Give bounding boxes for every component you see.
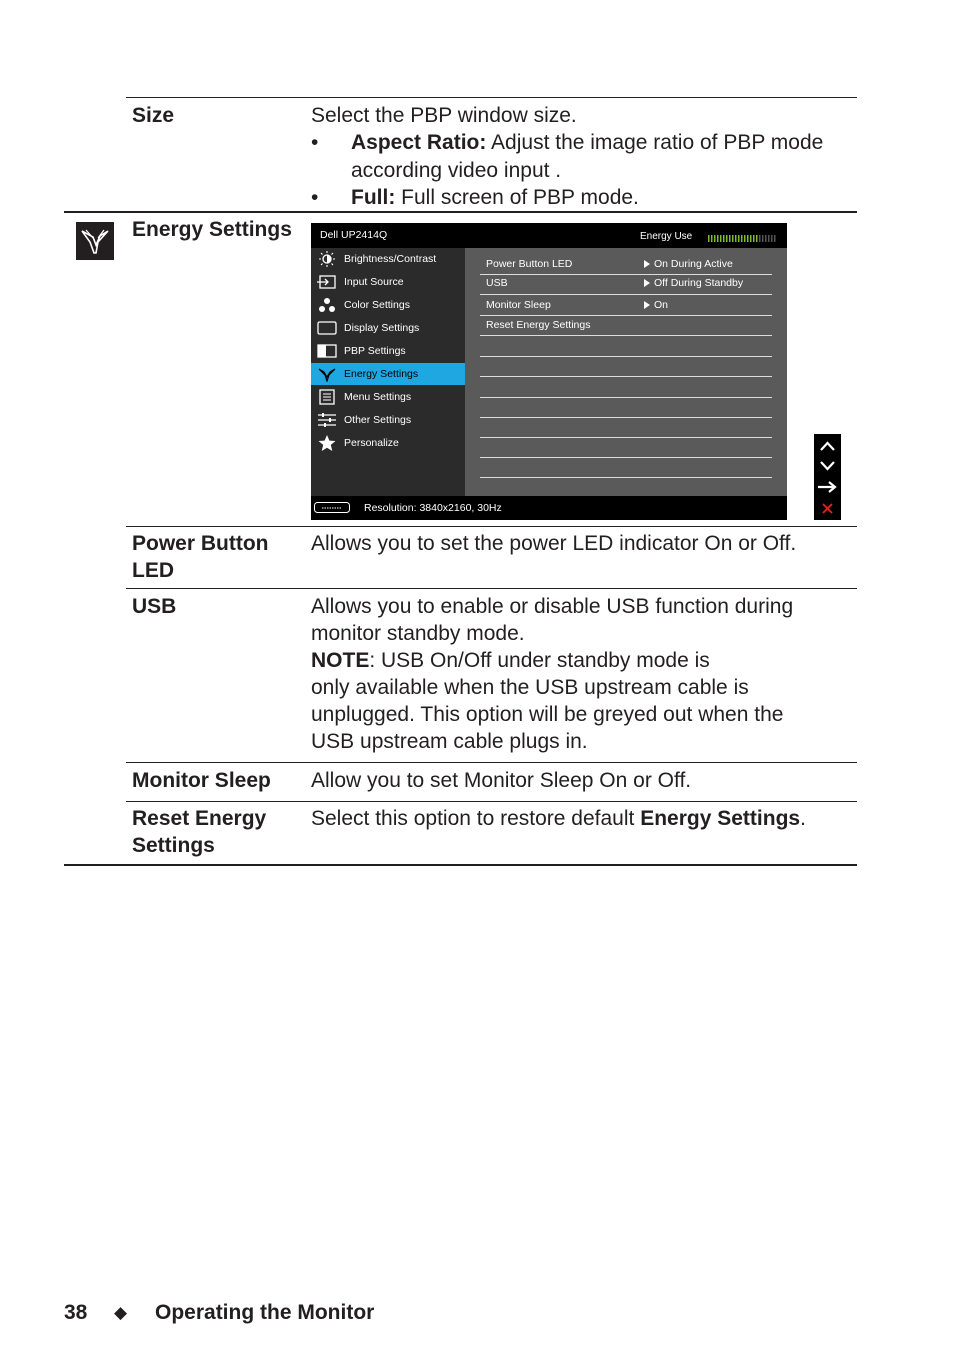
osd-menu-input-source[interactable]: Input Source (311, 271, 465, 293)
osd-menu-color-settings[interactable]: Color Settings (311, 294, 465, 316)
pbp-icon (317, 343, 337, 359)
osd-option-monitor-sleep[interactable]: Monitor Sleep On (480, 295, 772, 316)
brightness-icon (317, 251, 337, 267)
energy-meter-tick (744, 235, 746, 242)
energy-icon (317, 366, 337, 382)
chevron-down-icon[interactable] (819, 460, 836, 472)
osd-menu-brightness-contrast[interactable]: Brightness/Contrast (311, 248, 465, 270)
energy-meter-tick (753, 235, 755, 242)
display-icon (317, 320, 337, 336)
energy-meter-tick (735, 235, 737, 242)
osd-menu-energy-settings[interactable]: Energy Settings (311, 363, 465, 385)
energy-meter-tick (738, 235, 740, 242)
osd-main-menu (311, 248, 465, 496)
energy-meter-tick (723, 235, 725, 242)
reset-energy-desc: Select this option to restore default Energy Settings. (311, 807, 806, 830)
osd-option-empty (480, 437, 772, 458)
rule-monitor-sleep (126, 762, 857, 763)
energy-meter-tick (732, 235, 734, 242)
displayport-icon (314, 502, 350, 513)
osd-menu-personalize[interactable]: Personalize (311, 432, 465, 454)
rule-reset (126, 801, 857, 802)
osd-menu-menu-settings[interactable]: Menu Settings (311, 386, 465, 408)
energy-meter-tick (714, 235, 716, 242)
energy-meter-tick (747, 235, 749, 242)
energy-meter-tick (768, 235, 770, 242)
osd-option-power-button-led[interactable]: Power Button LED On During Active (480, 254, 772, 275)
arrow-right-icon (644, 279, 650, 287)
osd-menu-other-settings[interactable]: Other Settings (311, 409, 465, 431)
osd-status-bar (311, 496, 787, 520)
close-icon[interactable] (821, 502, 834, 515)
energy-meter-tick (741, 235, 743, 242)
rule-energy (64, 211, 857, 213)
osd-option-empty (480, 457, 772, 478)
power-led-desc: Allows you to set the power LED indicator On or Off. (311, 532, 797, 555)
osd-resolution: Resolution: 3840x2160, 30Hz (364, 502, 502, 514)
menu-icon (317, 389, 337, 405)
osd-topbar (311, 223, 787, 248)
osd-option-empty (480, 356, 772, 377)
osd-option-empty (480, 417, 772, 438)
energy-meter-tick (774, 235, 776, 242)
section-title: Operating the Monitor (155, 1301, 375, 1324)
rule-top (126, 97, 857, 98)
bullet-dot: • (311, 186, 319, 209)
osd-option-reset-energy-settings[interactable]: Reset Energy Settings (480, 315, 772, 336)
rule-bottom (64, 864, 857, 866)
osd-menu-display-settings[interactable]: Display Settings (311, 317, 465, 339)
monitor-sleep-desc: Allow you to set Monitor Sleep On or Off. (311, 769, 692, 792)
osd-nav-buttons (814, 434, 841, 520)
sliders-icon (317, 412, 337, 428)
energy-meter-tick (717, 235, 719, 242)
rule-power-led (126, 526, 857, 527)
input-source-icon (317, 274, 337, 290)
rule-usb (126, 588, 857, 589)
power-led-term: Power Button LED (132, 532, 269, 582)
usb-desc: Allows you to enable or disable USB function during monitor standby mode. NOTE: USB On/Off under standby mode is only available when the USB upstream cable is unplugged. This option will be greyed out when the USB upstream cable plugs in. (311, 595, 794, 753)
usb-term: USB (132, 595, 177, 618)
chevron-up-icon[interactable] (819, 440, 836, 452)
aspect-ratio-item: Aspect Ratio: Adjust the image ratio of PBP mode (351, 131, 824, 154)
arrow-right-icon (644, 260, 650, 268)
energy-meter-tick (729, 235, 731, 242)
energy-meter-tick (771, 235, 773, 242)
monitor-sleep-term: Monitor Sleep (132, 769, 271, 792)
diamond-icon: ◆ (114, 1303, 128, 1322)
energy-meter-tick (765, 235, 767, 242)
osd-option-empty (480, 377, 772, 398)
full-item: Full: Full screen of PBP mode. (351, 186, 639, 209)
bullet-dot: • (311, 131, 319, 154)
color-icon (317, 297, 337, 313)
arrow-right-icon (644, 301, 650, 309)
energy-meter-tick (750, 235, 752, 242)
size-desc: Select the PBP window size. (311, 104, 577, 127)
osd-menu-screenshot (311, 223, 787, 520)
page-number: 38 (64, 1301, 88, 1324)
energy-meter-tick (756, 235, 758, 242)
osd-menu-pbp-settings[interactable]: PBP Settings (311, 340, 465, 362)
energy-use-meter (708, 233, 776, 240)
osd-option-usb[interactable]: USB Off During Standby (480, 274, 772, 295)
energy-meter-tick (720, 235, 722, 242)
size-term: Size (132, 104, 175, 127)
energy-meter-tick (762, 235, 764, 242)
reset-energy-term: Reset Energy Settings (132, 807, 267, 857)
energy-meter-tick (759, 235, 761, 242)
osd-model: Dell UP2414Q (320, 229, 388, 241)
osd-energy-use-label: Energy Use (640, 231, 693, 242)
osd-option-empty (480, 336, 772, 357)
note-label: NOTE (311, 649, 370, 672)
aspect-ratio-item-cont: according video input . (351, 159, 562, 182)
energy-meter-tick (726, 235, 728, 242)
energy-settings-icon (76, 222, 114, 260)
energy-settings-term: Energy Settings (132, 218, 292, 241)
star-icon (317, 435, 337, 451)
energy-meter-tick (711, 235, 713, 242)
osd-option-empty (480, 397, 772, 418)
energy-meter-tick (708, 235, 710, 242)
arrow-right-icon[interactable] (817, 480, 838, 494)
